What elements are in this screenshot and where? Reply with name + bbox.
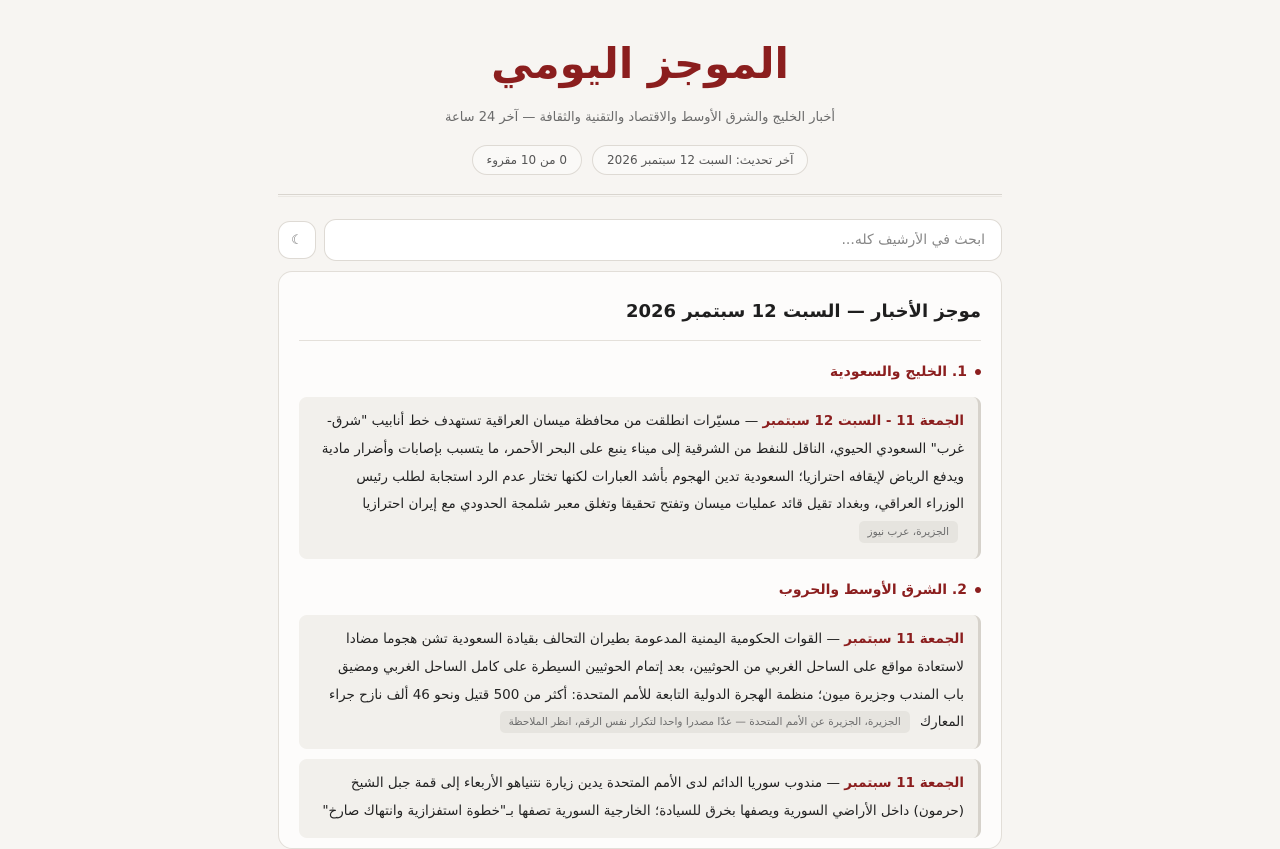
bullet-icon: [975, 587, 981, 593]
section-heading-label: 1. الخليج والسعودية: [829, 364, 967, 380]
read-count-badge: 0 من 10 مقروء: [472, 145, 583, 175]
news-item: [299, 759, 981, 838]
archive-search-input[interactable]: [324, 219, 1002, 261]
news-item-text: — مندوب سوريا الدائم لدى الأمم المتحدة يدين زيارة نتنياهو الأربعاء إلى قمة جبل الشيخ (حرمون) داخل الأراضي السورية ويصفها بخرق للسيادة؛ الخارجية السورية تصفها بـ"خطوة استفزازية وانتهاك صارخ": [322, 775, 964, 819]
news-item-text: — مسيّرات انطلقت من محافظة ميسان العراقية تستهدف خط أنابيب "شرق-غرب" السعودي الحيوي، الناقل للنفط من الشرقية إلى ميناء ينبع على البحر الأحمر، ما يتسبب بإصابات وأضرار مادية ويدفع الرياض لإيقافه احترازيا؛ السعودية تدين الهجوم بأشد العبارات لكنها تختار عدم الرد استجابة لطلب رئيس الوزراء العراقي، وبغداد تقيل قائد عمليات ميسان وتفتح تحقيقا وتغلق معبر شلمجة الحدودي مع إيران احترازيا: [321, 413, 964, 513]
moon-icon: ☾: [291, 232, 303, 248]
source-tag: الجزيرة، عرب نيوز: [859, 521, 959, 543]
theme-toggle-button[interactable]: [278, 221, 316, 259]
bullet-icon: [975, 369, 981, 375]
news-item-date: الجمعة 11 - السبت 12 سبتمبر: [762, 413, 964, 429]
search-bar: [278, 219, 1002, 261]
last-updated-badge: آخر تحديث: السبت 12 سبتمبر 2026: [592, 145, 808, 175]
digest-card: [278, 271, 1002, 849]
site-subtitle: أخبار الخليج والشرق الأوسط والاقتصاد والتقنية والثقافة — آخر 24 ساعة: [444, 110, 836, 125]
status-pills: [0, 145, 1280, 175]
digest-title: موجز الأخبار — السبت 12 سبتمبر 2026: [299, 298, 981, 341]
section-heading-label: 2. الشرق الأوسط والحروب: [778, 581, 967, 598]
news-item-text: — القوات الحكومية اليمنية المدعومة بطيران التحالف بقيادة السعودية تشن هجوما مضادا لاستعادة مواقع على الساحل الغربي من الحوثيين، بعد إتمام الحوثيين السيطرة على كامل الساحل الغربي ومضيق باب المندب وجزيرة ميون؛ منظمة الهجرة الدولية التابعة للأمم المتحدة: أكثر من 500 قتيل ونحو 46 ألف نازح جراء المعارك: [328, 630, 964, 731]
section-heading[interactable]: [299, 579, 981, 601]
header-divider: [278, 194, 1002, 197]
section-heading[interactable]: [299, 361, 981, 383]
news-item: [299, 397, 981, 559]
news-item: [299, 615, 981, 749]
source-tag: الجزيرة، الجزيرة عن الأمم المتحدة — عدّا مصدرا واحدا لتكرار نفس الرقم، انظر الملاحظة: [500, 711, 910, 733]
news-item-date: الجمعة 11 سبتمبر: [844, 630, 964, 647]
header: [0, 0, 1280, 175]
news-item-date: الجمعة 11 سبتمبر: [844, 775, 964, 792]
site-title: الموجز اليومي: [491, 39, 789, 88]
